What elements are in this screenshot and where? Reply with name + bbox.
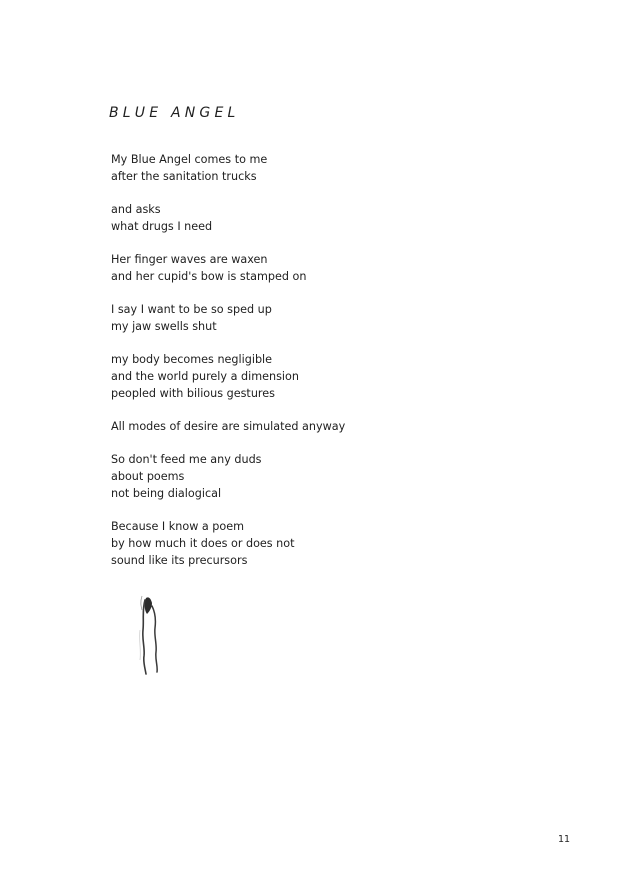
poem-line: I say I want to be so sped up (111, 303, 272, 316)
poem-line: by how much it does or does not (111, 537, 295, 550)
poem-line: My Blue Angel comes to me (111, 153, 268, 166)
poem-line: sound like its precursors (111, 554, 248, 567)
stanza (111, 351, 411, 402)
poem-line: Because I know a poem (111, 520, 245, 533)
poem-line: my jaw swells shut (111, 320, 217, 333)
ink-figure-drawing (134, 590, 174, 680)
stanza (111, 201, 411, 235)
poem-line: All modes of desire are simulated anyway (111, 420, 346, 433)
poem-line: about poems (111, 470, 185, 483)
poem-line: and the world purely a dimension (111, 370, 299, 383)
poem-title: BLUE ANGEL (109, 105, 240, 121)
stanza (111, 301, 411, 335)
poem-body (111, 151, 411, 585)
stanza (111, 151, 411, 185)
stanza (111, 451, 411, 502)
poem-line: my body becomes negligible (111, 353, 273, 366)
poem-line: peopled with bilious gestures (111, 387, 275, 400)
poem-line: after the sanitation trucks (111, 170, 257, 183)
poem-line: what drugs I need (111, 220, 213, 233)
poem-line: So don't feed me any duds (111, 453, 262, 466)
poem-line: not being dialogical (111, 487, 222, 500)
poem-line: Her finger waves are waxen (111, 253, 268, 266)
poem-line: and her cupid's bow is stamped on (111, 270, 307, 283)
stanza (111, 418, 411, 435)
page-number: 11 (558, 834, 571, 845)
poem-line: and asks (111, 203, 161, 216)
stanza (111, 518, 411, 569)
stanza (111, 251, 411, 285)
